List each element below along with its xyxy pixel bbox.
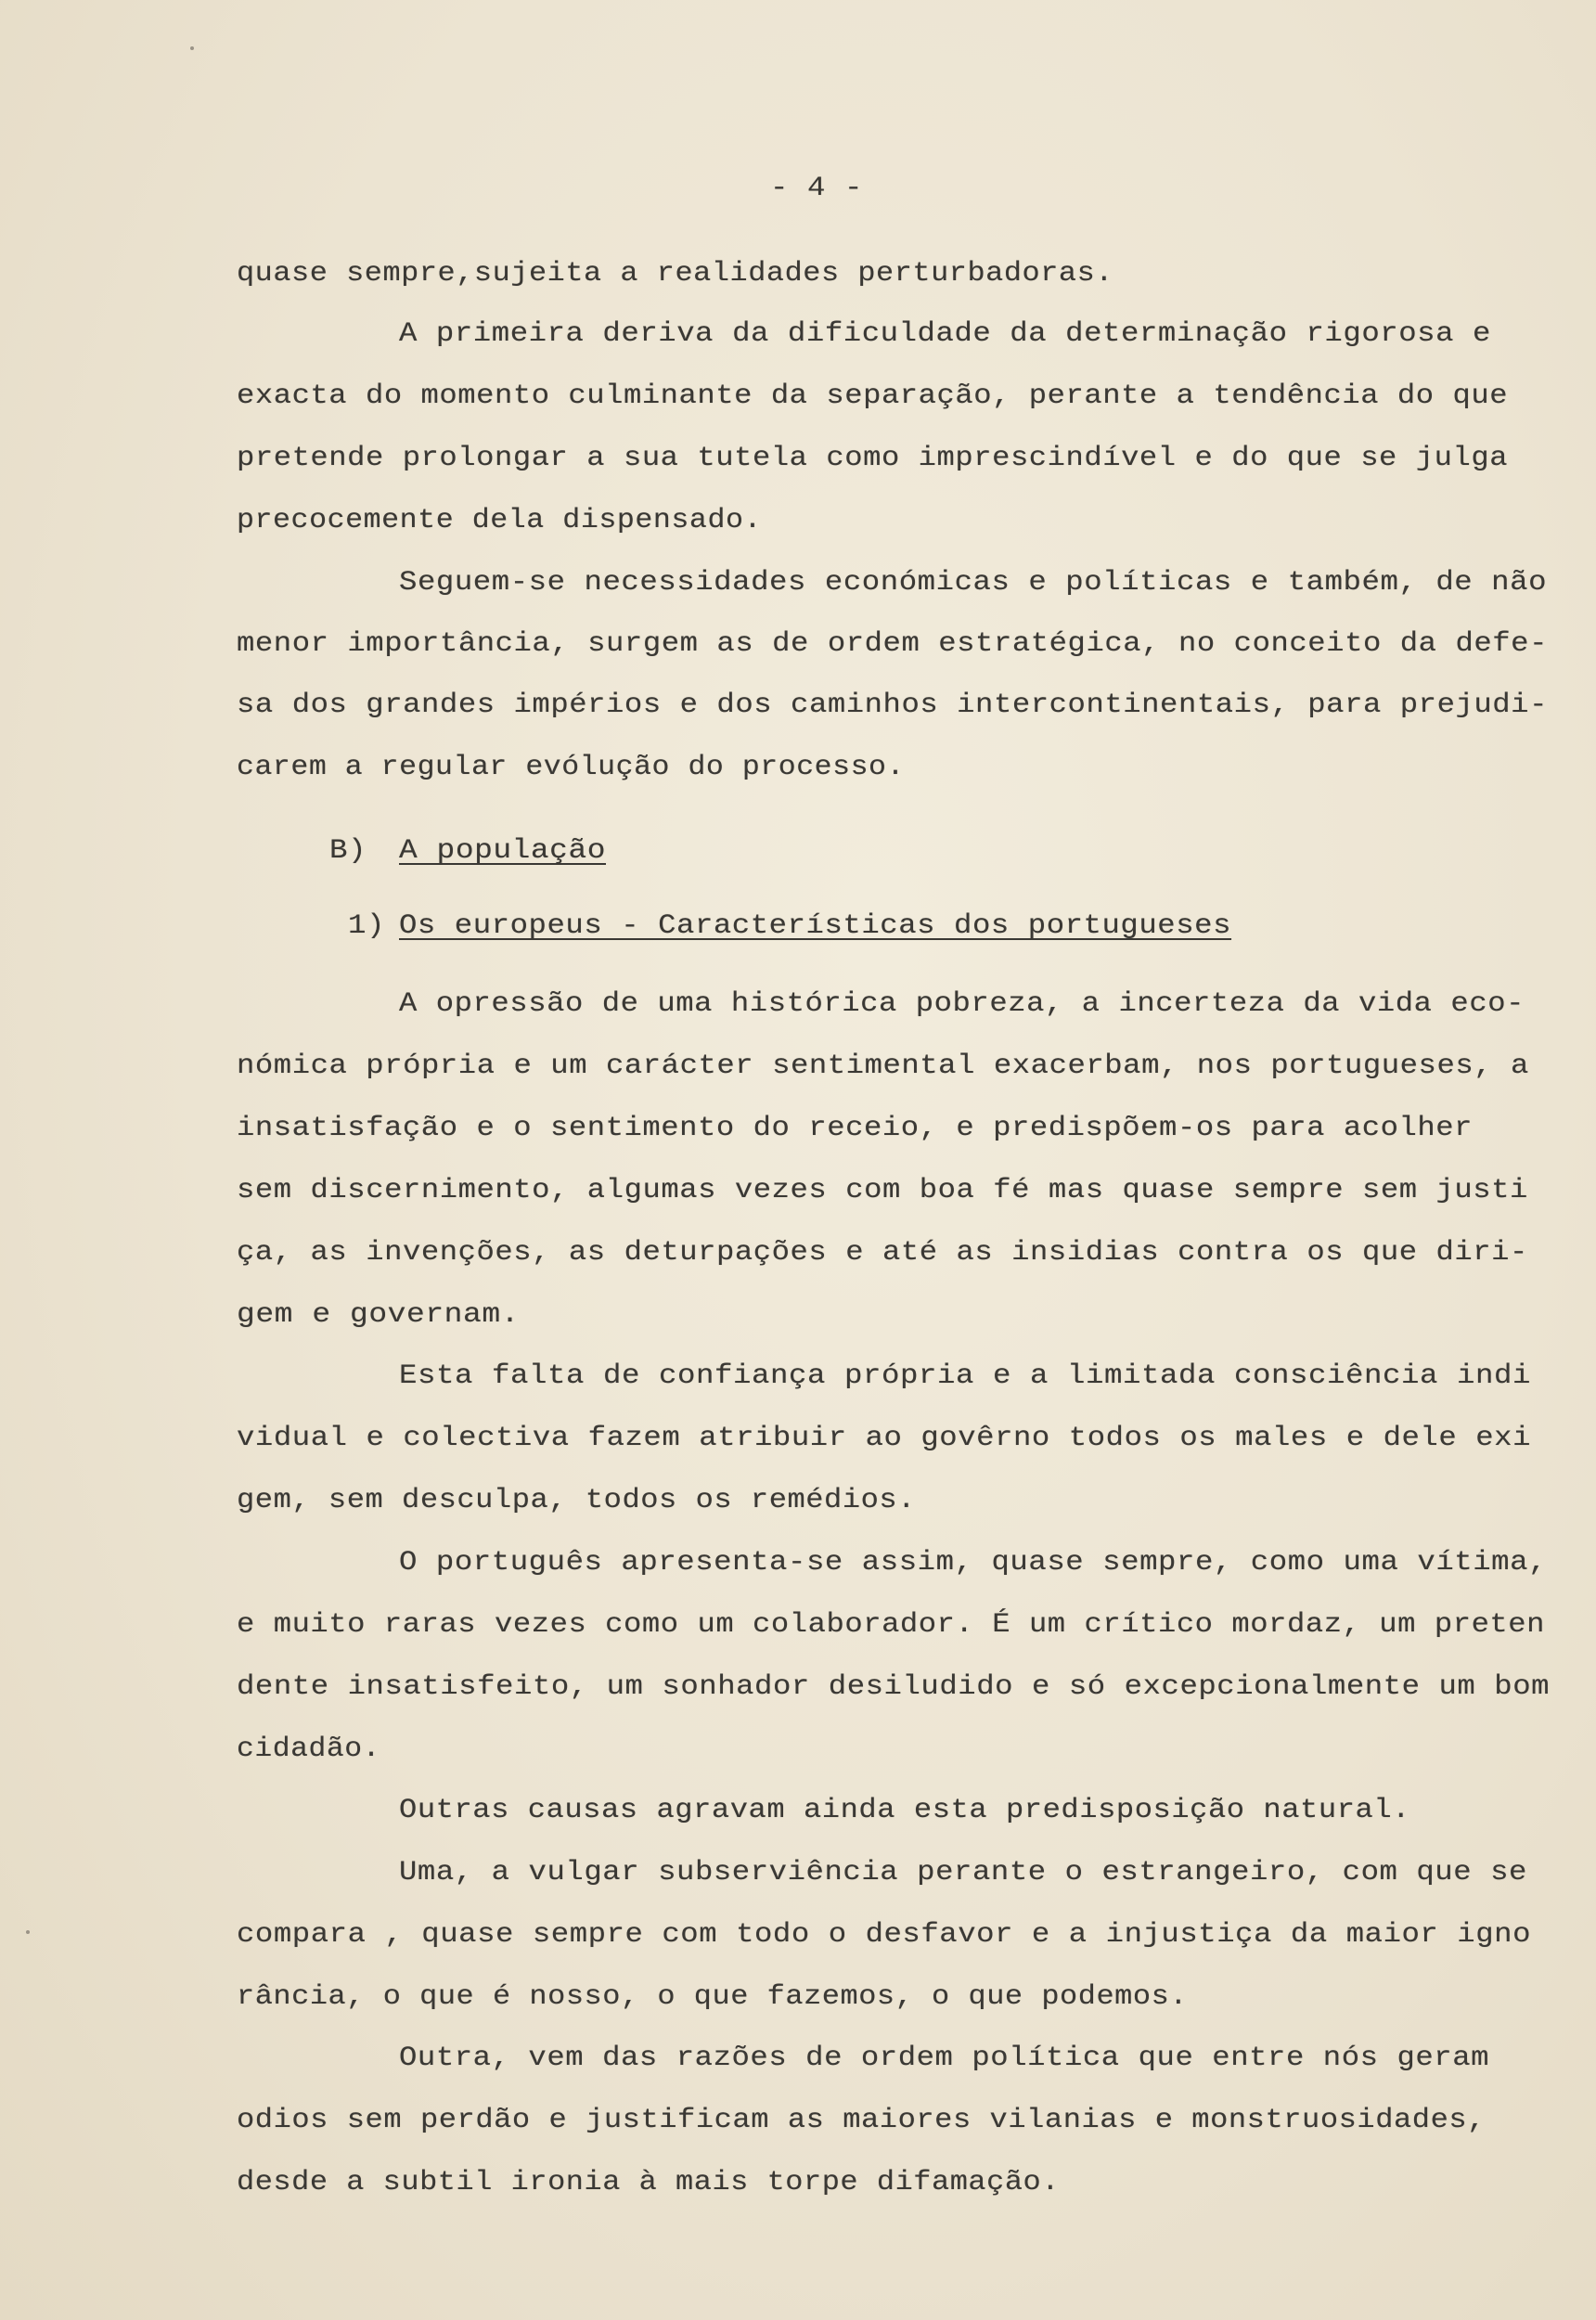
- text-line: precocemente dela dispensado.: [237, 504, 763, 535]
- text-line: A opressão de uma histórica pobreza, a incerteza da vida eco-: [399, 987, 1525, 1019]
- subsection-number: 1): [348, 909, 385, 941]
- text-line: Uma, a vulgar subserviência perante o estrangeiro, com que se: [399, 1856, 1527, 1888]
- text-line: Outra, vem das razões de ordem política que entre nós geram: [399, 2042, 1490, 2073]
- text-line: cidadão.: [237, 1733, 381, 1764]
- text-line: Outras causas agravam ainda esta predisposição natural.: [399, 1794, 1410, 1825]
- subsection-heading: Os europeus - Características dos portugueses: [399, 909, 1232, 941]
- text-line: nómica própria e um carácter sentimental exacerbam, nos portugueses, a: [237, 1050, 1529, 1081]
- section-letter: B): [329, 834, 367, 866]
- text-line: sem discernimento, algumas vezes com boa fé mas quase sempre sem justi: [237, 1174, 1528, 1205]
- text-line: pretende prolongar a sua tutela como imprescindível e do que se julga: [237, 442, 1509, 473]
- section-heading: A população: [399, 834, 607, 866]
- text-line: desde a subtil ironia à mais torpe difamação.: [237, 2166, 1060, 2198]
- text-line: quase sempre,sujeita a realidades perturbadoras.: [237, 257, 1113, 289]
- text-line: Esta falta de confiança própria e a limitada consciência indi: [399, 1360, 1531, 1391]
- text-line: menor importância, surgem as de ordem estratégica, no conceito da defe-: [237, 627, 1548, 659]
- text-line: gem, sem desculpa, todos os remédios.: [237, 1484, 916, 1515]
- text-line: Seguem-se necessidades económicas e políticas e também, de não: [399, 566, 1548, 598]
- paper-speck: [190, 46, 194, 50]
- text-line: exacta do momento culminante da separação, perante a tendência do que: [237, 380, 1509, 411]
- text-line: dente insatisfeito, um sonhador desiludido e só excepcionalmente um bom: [237, 1670, 1551, 1702]
- text-line: sa dos grandes impérios e dos caminhos intercontinentais, para prejudi-: [237, 689, 1548, 720]
- text-line: e muito raras vezes como um colaborador. É um crítico mordaz, um preten: [237, 1608, 1546, 1640]
- text-line: vidual e colectiva fazem atribuir ao govêrno todos os males e dele exi: [237, 1422, 1531, 1453]
- text-line: insatisfação e o sentimento do receio, e predispõem-os para acolher: [237, 1112, 1474, 1143]
- text-line: odios sem perdão e justificam as maiores vilanias e monstruosidades,: [237, 2104, 1486, 2135]
- paper-speck: [26, 1930, 30, 1934]
- text-line: ça, as invenções, as deturpações e até as insidias contra os que diri-: [237, 1236, 1528, 1268]
- text-line: A primeira deriva da dificuldade da determinação rigorosa e: [399, 317, 1491, 349]
- text-line: rância, o que é nosso, o que fazemos, o que podemos.: [237, 1980, 1189, 2012]
- text-line: compara , quase sempre com todo o desfavor e a injustiça da maior igno: [237, 1918, 1531, 1950]
- text-line: gem e governam.: [237, 1298, 520, 1330]
- text-line: carem a regular evólução do processo.: [237, 751, 905, 782]
- page-number: - 4 -: [770, 172, 863, 203]
- text-line: O português apresenta-se assim, quase sempre, como uma vítima,: [399, 1546, 1548, 1578]
